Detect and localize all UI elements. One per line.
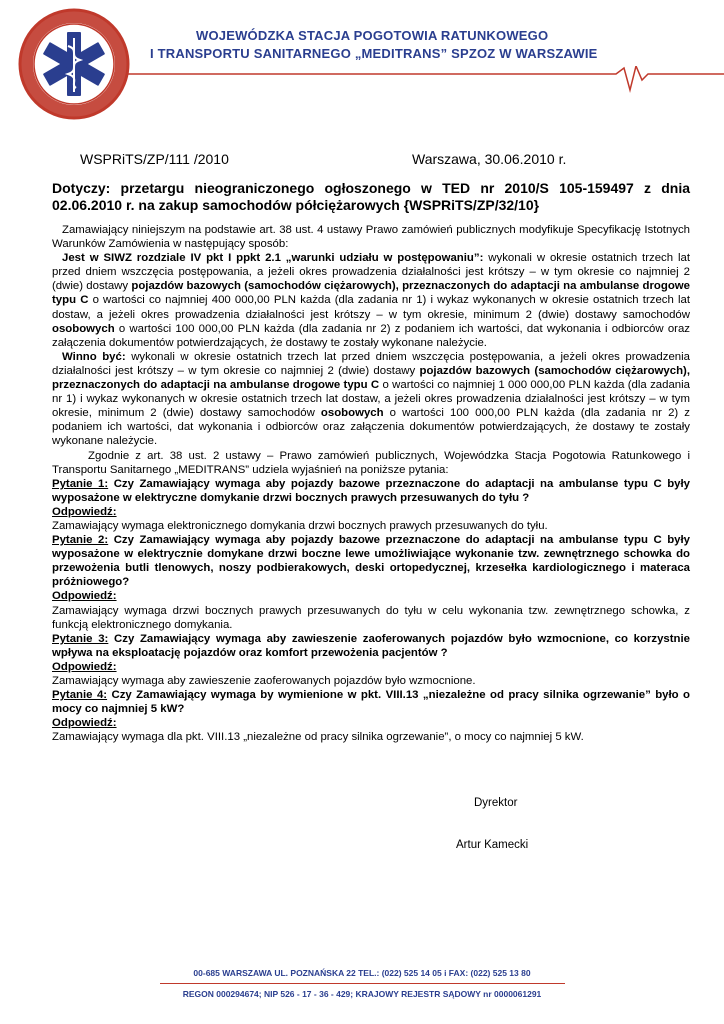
answer-label: Odpowiedź: — [52, 717, 117, 730]
footer-address: 00-685 WARSZAWA UL. POZNAŃSKA 22 TEL.: (022) 525 14 05 i FAX: (022) 525 13 80 — [193, 968, 531, 978]
answer-text: Zamawiający wymaga aby zawieszenie zaoferowanych pojazdów było wzmocnione. — [52, 675, 476, 687]
ecg-divider-line — [128, 66, 724, 96]
question-3 — [52, 632, 690, 660]
question-text: Czy Zamawiający wymaga by wymienione w pkt. VIII.13 „niezależne od pracy silnika ogrzewanie” było o mocy co najmniej 5 kW? — [52, 689, 691, 716]
question-text: Czy Zamawiający wymaga aby pojazdy bazowe przeznaczone do adaptacji na ambulanse typu C były wyposażone w elektrycznie domykane drzwi boczne lewe umożliwiające wykonanie tzw. zewnętrznego schowka do przewożenia butli tlenowych, noszy podbierakowych, deski ortopedycznej, krzesełka kardiologicznego i materaca próżniowego? — [52, 534, 690, 589]
emphasis-run: pojazdów bazowych (samochodów ciężarowych), przeznaczonych do adaptacji na ambulanse drogowe typu C — [52, 280, 690, 307]
footer-registry: REGON 000294674; NIP 526 - 17 - 36 - 429; KRAJOWY REJESTR SĄDOWY nr 0000061291 — [182, 989, 542, 999]
clarification-intro: Zgodnie z art. 38 ust. 2 ustawy – Prawo zamówień publicznych, Wojewódzka Stacja Pogotowia Ratunkowego i Transportu Sanitarnego „MEDITRANS” udziela wyjaśnień na poniższe pytania: — [52, 449, 690, 476]
answer-text: Zamawiający wymaga elektronicznego domykania drzwi bocznych prawych przesuwanych do tyłu. — [52, 519, 548, 532]
new-condition-label: Winno być: — [62, 350, 126, 363]
question-label: Pytanie 2: — [52, 534, 109, 547]
question-label: Pytanie 3: — [52, 632, 109, 645]
text-run: wykonali w okresie ostatnich trzech lat przed dniem wszczęcia postępowania, a jeżeli okres prowadzenia działalności jest krótszy – w tym okresie co najmniej 2 (dwie) dostawy — [52, 252, 690, 293]
emphasis-run: osobowych — [320, 407, 384, 420]
question-text: Czy Zamawiający wymaga aby pojazdy bazowe przeznaczone do adaptacji na ambulanse typu C były wyposażone w elektryczne domykanie drzwi bocznych prawych przesuwanych do tyłu ? — [52, 477, 690, 504]
text-run: o wartości 100 000,00 PLN każda (dla zadania nr 2) z podaniem ich wartości, dat wykonania i odbiorców oraz załączenia dokumentów potwierdzających, że dostawy te zostały wykonane należycie. — [52, 407, 690, 448]
emphasis-run: osobowych — [52, 322, 115, 335]
letterhead — [0, 0, 724, 130]
footer-divider — [160, 983, 565, 984]
question-4 — [52, 688, 690, 716]
text-run: o wartości 100 000,00 PLN każda (dla zadania nr 2) z podaniem ich wartości, dat wykonania i odbiorców oraz załączenia dokumentów potwierdzających, że dostawy te zostały wykonane należycie. — [52, 322, 690, 349]
signature-name: Artur Kamecki — [456, 839, 529, 851]
org-name-line1: WOJEWÓDZKA STACJA POGOTOWIA RATUNKOWEGO — [196, 28, 549, 43]
signature-title: Dyrektor — [474, 797, 518, 809]
answer-label: Odpowiedź: — [52, 660, 117, 673]
current-condition-label: Jest w SIWZ rozdziale IV pkt I ppkt 2.1 „warunki udziału w postępowaniu”: — [62, 252, 484, 265]
org-name-line2: I TRANSPORTU SANITARNEGO „MEDITRANS” SPZOZ W WARSZAWIE — [150, 46, 598, 61]
intro-paragraph: Zamawiający niniejszym na podstawie art. 38 ust. 4 ustawy Prawo zamówień publicznych modyfikuje Specyfikację Istotnych Warunków Zamówienia w następujący sposób: — [52, 224, 690, 251]
text-run: o wartości co najmniej 1 000 000,00 PLN każda (dla zadania nr 1) i wykaz wykonanych w okresie ostatnich trzech lat dostaw, a jeżeli okres prowadzenia działalności jest krótszy – w tym okresie, minimum 2 (dwie) dostawy samochodów — [52, 379, 690, 420]
answer-label: Odpowiedź: — [52, 590, 117, 603]
answer-text: Zamawiający wymaga drzwi bocznych prawych przesuwanych do tyłu w celu wykonania tzw. zewnętrznego schowka, z funkcją elektronicznego domykania. — [52, 604, 690, 631]
document-reference: WSPRiTS/ZP/111 /2010 — [80, 151, 229, 167]
text-run: wykonali w okresie ostatnich trzech lat przed dniem wszczęcia postępowania, a jeżeli okres prowadzenia działalności jest krótszy – w tym okresie co najmniej 2 (dwie) dostawy — [52, 350, 690, 377]
ambulance-star-of-life-logo — [18, 8, 130, 120]
question-label: Pytanie 1: — [52, 477, 109, 490]
question-2 — [52, 533, 690, 589]
document-body — [52, 223, 690, 744]
new-condition-paragraph — [52, 350, 690, 449]
answer-text: Zamawiający wymaga dla pkt. VIII.13 „niezależne od pracy silnika ogrzewanie”, o mocy co najmniej 5 kW. — [52, 731, 584, 744]
question-text: Czy Zamawiający wymaga aby zawieszenie zaoferowanych pojazdów było wzmocnione, co korzystnie wpływa na eksploatację pojazdów oraz komfort przewożenia pacjentów ? — [52, 632, 690, 659]
subject-heading: Dotyczy: przetargu nieograniczonego ogłoszonego w TED nr 2010/S 105-159497 z dnia 02.06.2010 r. na zakup samochodów półciężarowych {WSPRiTS/ZP/32/10} — [52, 180, 690, 213]
document-date: Warszawa, 30.06.2010 r. — [412, 151, 567, 167]
emphasis-run: pojazdów bazowych (samochodów ciężarowych), przeznaczonych do adaptacji na ambulanse drogowe typu C — [52, 364, 690, 392]
current-condition-paragraph — [52, 251, 690, 350]
question-1 — [52, 477, 690, 505]
question-label: Pytanie 4: — [52, 689, 108, 702]
answer-label: Odpowiedź: — [52, 505, 117, 518]
text-run: o wartości co najmniej 400 000,00 PLN każda (dla zadania nr 1) i wykaz wykonanych w okresie ostatnich trzech lat dostaw, a jeżeli okres prowadzenia działalności jest krótszy – w tym okresie, minimum 2 (dwie) dostawy samochodów — [52, 294, 690, 321]
